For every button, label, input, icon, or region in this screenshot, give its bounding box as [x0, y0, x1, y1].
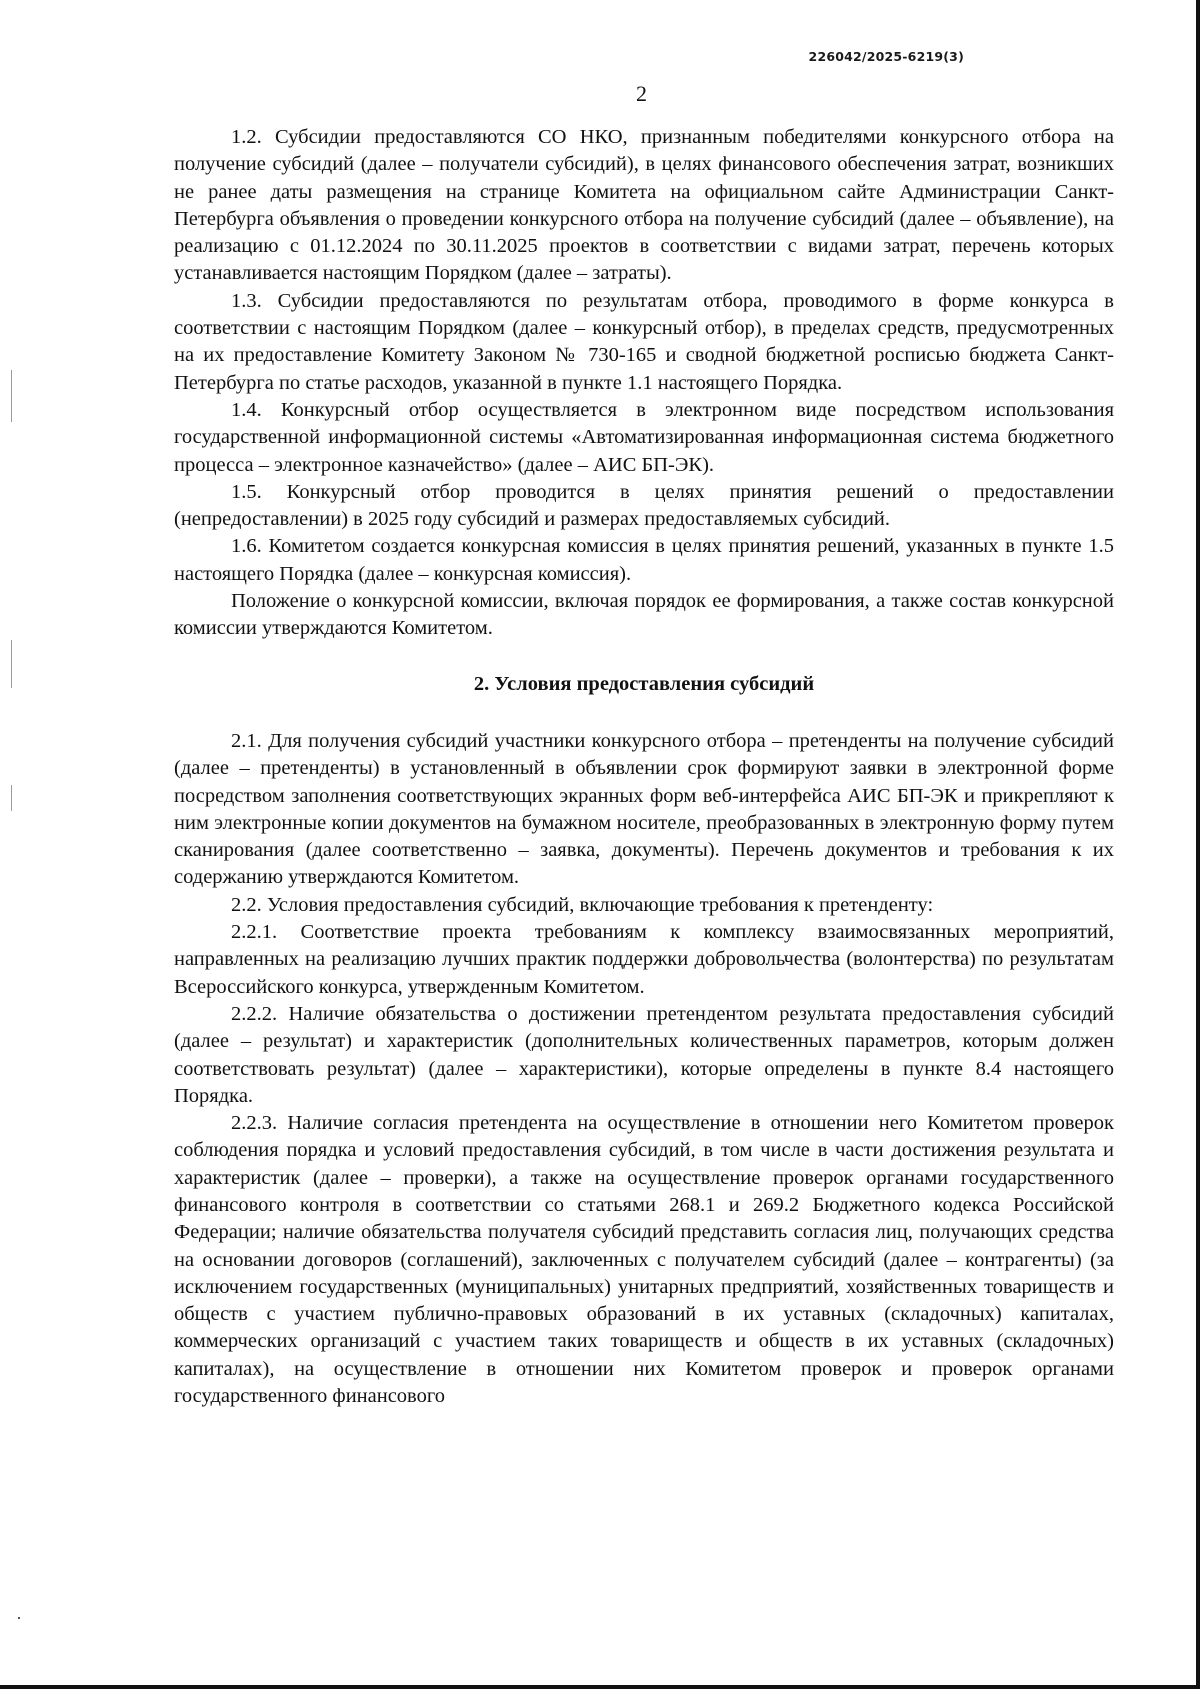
page-number: 2 [636, 81, 647, 106]
document-registration-number: 226042/2025-6219(3) [808, 49, 964, 64]
paragraph-2-2-2: 2.2.2. Наличие обязательства о достижении претендентом результата предоставления субсидий (далее – результат) и характеристик (дополнительных количественных параметров, которым должен соответствовать результат) (далее – характеристики), которые определены в пункте 8.4 настоящего Порядка. [174, 1002, 1114, 1107]
scan-margin-mark [11, 785, 12, 811]
scan-margin-mark [11, 640, 12, 688]
section-heading: 2. Условия предоставления субсидий [473, 672, 815, 695]
document-body [174, 124, 1114, 1410]
paragraph-2-2-1: 2.2.1. Соответствие проекта требованиям к комплексу взаимосвязанных мероприятий, направленных на реализацию лучших практик поддержки добровольчества (волонтерства) по результатам Всероссийского конкурса, утвержденным Комитетом. [174, 921, 1114, 998]
paragraph-1-6: 1.6. Комитетом создается конкурсная комиссия в целях принятия решений, указанных в пункте 1.5 настоящего Порядка (далее – конкурсная комиссия). [174, 535, 1114, 585]
paragraph-1-5: 1.5. Конкурсный отбор проводится в целях принятия решений о предоставлении (непредоставлении) в 2025 году субсидий и размерах предоставляемых субсидий. [174, 480, 1114, 531]
paragraph-2-2-3: 2.2.3. Наличие согласия претендента на осуществление в отношении него Комитетом проверок соблюдения порядка и условий предоставления субсидий, в том числе в части достижения результата и характеристик (далее – проверки), а также на осуществление проверок органами государственного финансового контроля в соответствии со статьями 268.1 и 269.2 Бюджетного кодекса Российской Федерации; наличие обязательства получателя субсидий представить согласия лиц, получающих средства на основании договоров (соглашений), заключенных с получателем субсидий (далее – контрагенты) (за исключением государственных (муниципальных) унитарных предприятий, хозяйственных товариществ и обществ с участием публично-правовых образований в их уставных (складочных) капиталах, коммерческих организаций с участием таких товариществ и обществ в их уставных (складочных) капиталах), на осуществление в отношении них Комитетом проверок и проверок органами государственного финансового [174, 1112, 1114, 1408]
paragraph-1-4: 1.4. Конкурсный отбор осуществляется в электронном виде посредством использования государственной информационной системы «Автоматизированная информационная система бюджетного процесса – электронное казначейство» (далее – АИС БП-ЭК). [174, 398, 1114, 476]
paragraph-1-2: 1.2. Субсидии предоставляются СО НКО, признанным победителями конкурсного отбора на получение субсидий (далее – получатели субсидий), в целях финансового обеспечения затрат, возникших не ранее даты размещения на странице Комитета на официальном сайте Администрации Санкт-Петербурга объявления о проведении конкурсного отбора на получение субсидий (далее – объявление), на реализацию с 01.12.2024 по 30.11.2025 проектов в соответствии с видами затрат, перечень которых устанавливается настоящим Порядком (далее – затраты). [174, 126, 1114, 285]
paragraph-commission-regulation: Положение о конкурсной комиссии, включая порядок ее формирования, а также состав конкурсной комиссии утверждаются Комитетом. [174, 590, 1114, 640]
paragraph-1-3: 1.3. Субсидии предоставляются по результатам отбора, проводимого в форме конкурса в соответствии с настоящим Порядком (далее – конкурсный отбор), в пределах средств, предусмотренных на их предоставление Комитету Законом № 730-165 и сводной бюджетной росписью бюджета Санкт-Петербурга по статье расходов, указанной в пункте 1.1 настоящего Порядка. [174, 289, 1114, 394]
paragraph-2-2: 2.2. Условия предоставления субсидий, включающие требования к претенденту: [231, 893, 934, 916]
scan-speck [18, 1617, 20, 1619]
scan-margin-mark [11, 370, 12, 422]
paragraph-2-1: 2.1. Для получения субсидий участники конкурсного отбора – претенденты на получение субсидий (далее – претенденты) в установленный в объявлении срок формируют заявки в электронной форме посредством заполнения соответствующих экранных форм веб-интерфейса АИС БП-ЭК и прикрепляют к ним электронные копии документов на бумажном носителе, преобразованных в электронную форму путем сканирования (далее соответственно – заявка, документы). Перечень документов и требования к их содержанию утверждаются Комитетом. [174, 729, 1114, 889]
